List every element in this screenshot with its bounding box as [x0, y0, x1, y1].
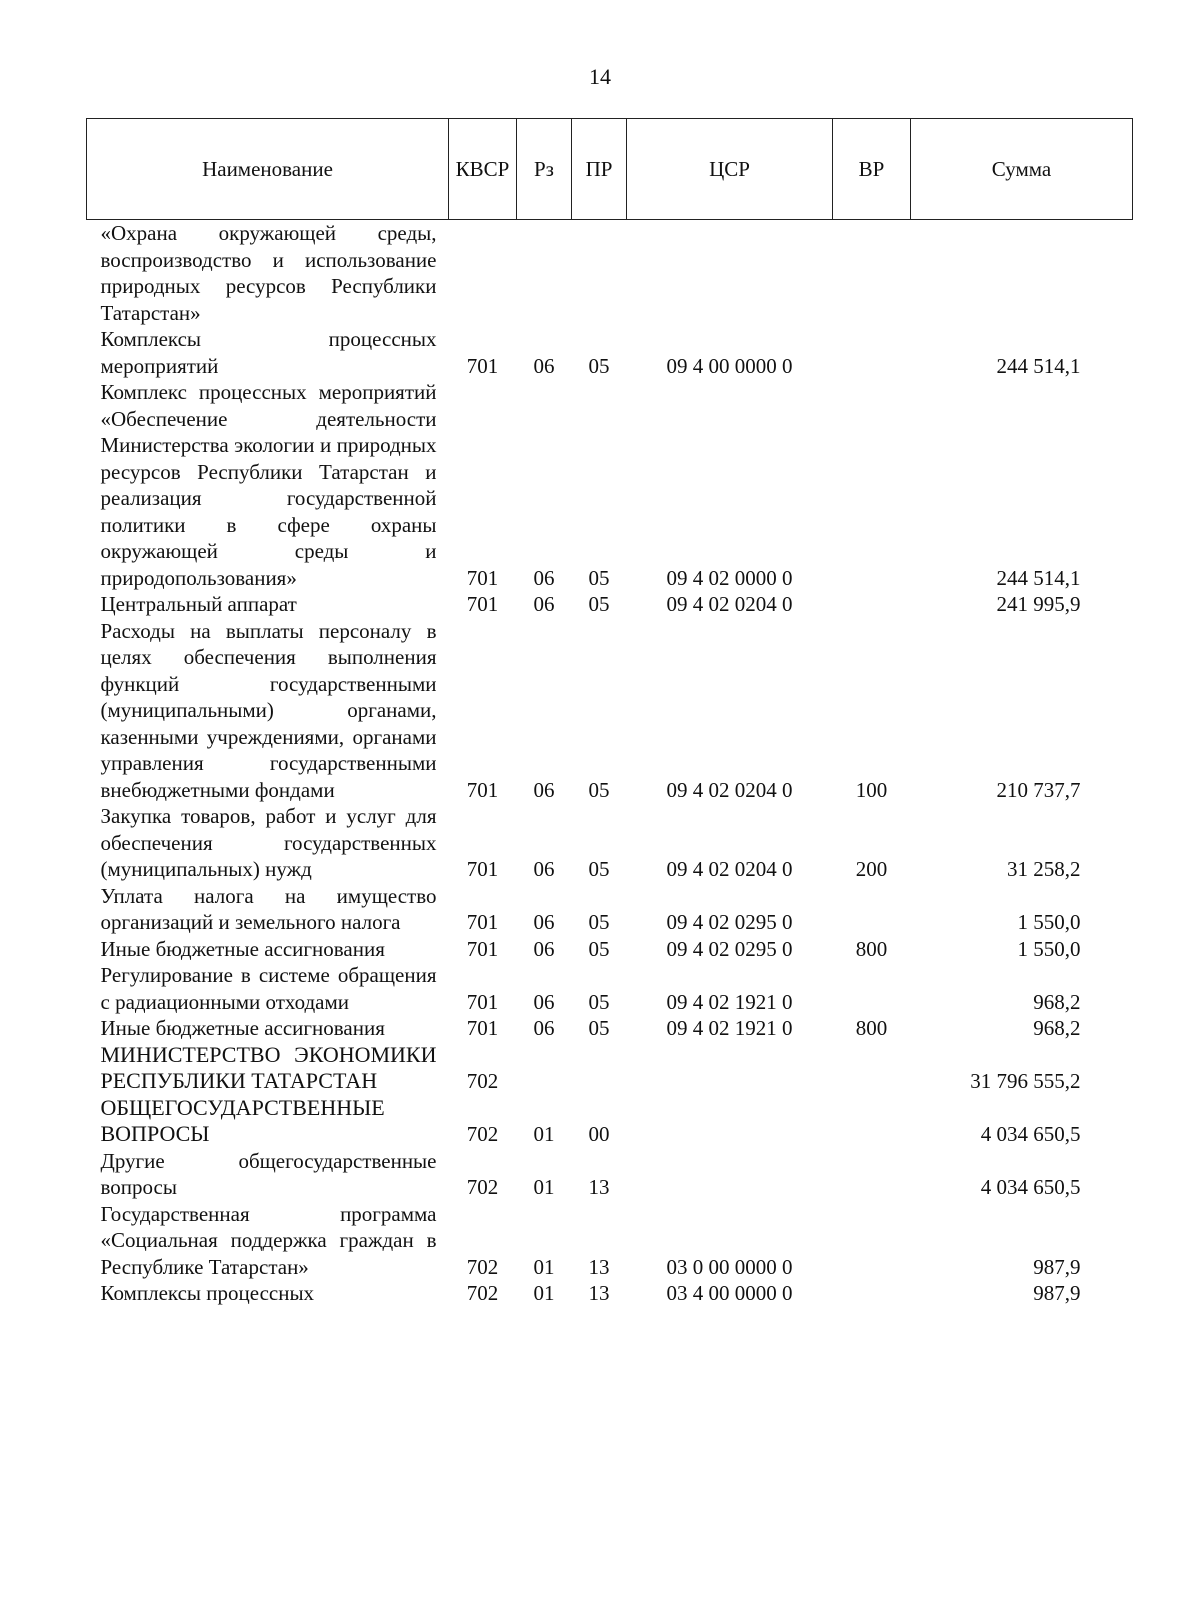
cell-vr [833, 1042, 911, 1095]
cell-pr: 05 [588, 592, 610, 616]
cell-pr: 05 [588, 936, 610, 961]
cell-csr: 09 4 02 0295 0 [666, 910, 793, 934]
table-row [87, 379, 1133, 591]
cell-sum: 4 034 650,5 [980, 1122, 1081, 1146]
cell-kvsr: 701 [466, 936, 499, 961]
cell-kvsr: 701 [466, 1016, 499, 1040]
table-row [87, 962, 1133, 1015]
cell-sum: 987,9 [1033, 1281, 1081, 1305]
cell-sum: 987,9 [1033, 1254, 1081, 1279]
cell-vr [833, 1095, 911, 1148]
header-pr: ПР [572, 119, 627, 220]
cell-kvsr: 702 [466, 1122, 499, 1146]
cell-name: Центральный аппарат [100, 592, 297, 616]
table-row [87, 1280, 1133, 1307]
cell-pr: 05 [588, 857, 610, 881]
cell-csr [627, 1042, 833, 1095]
cell-name: Другие общегосударственные вопросы [100, 1148, 437, 1199]
cell-csr [627, 1095, 833, 1148]
table-row [87, 883, 1133, 936]
cell-rz: 06 [533, 565, 555, 590]
cell-sum: 968,2 [1033, 989, 1081, 1014]
cell-name: Государственная программа «Социальная поддержка граждан в Республике Татарстан» [100, 1201, 437, 1279]
cell-vr [833, 962, 911, 1015]
cell-rz: 01 [533, 1254, 555, 1279]
cell-vr [833, 591, 911, 618]
cell-csr [627, 220, 833, 327]
cell-vr: 800 [855, 1016, 888, 1040]
cell-kvsr [449, 220, 517, 327]
cell-sum: 968,2 [1033, 1016, 1081, 1040]
budget-table [86, 118, 1133, 1307]
table-row [87, 1201, 1133, 1281]
cell-name: Расходы на выплаты персоналу в целях обеспечения выполнения функций государственными (муниципальными) органами, казенными учреждениями, органами управления государственными внебюджетными фондами [100, 618, 437, 802]
table-row [87, 591, 1133, 618]
cell-kvsr: 701 [466, 565, 499, 590]
cell-vr [833, 379, 911, 591]
cell-pr: 13 [588, 1175, 610, 1199]
cell-sum: 244 514,1 [996, 353, 1081, 378]
cell-sum: 31 258,2 [1007, 857, 1081, 881]
cell-name: Регулирование в системе обращения с радиационными отходами [100, 963, 437, 1014]
header-csr: ЦСР [627, 119, 833, 220]
table-body [87, 220, 1133, 1307]
cell-csr: 03 0 00 0000 0 [666, 1254, 793, 1279]
cell-rz: 01 [533, 1122, 555, 1146]
header-rz: Рз [517, 119, 572, 220]
cell-pr: 05 [588, 565, 610, 590]
cell-kvsr: 702 [466, 1175, 499, 1199]
cell-vr [833, 883, 911, 936]
table-row [87, 326, 1133, 379]
cell-sum: 244 514,1 [996, 565, 1081, 590]
table-header-row [87, 119, 1133, 220]
cell-vr [833, 1201, 911, 1281]
table-row [87, 1148, 1133, 1201]
cell-pr: 05 [588, 777, 610, 802]
table-row [87, 1095, 1133, 1148]
cell-name: Иные бюджетные ассигнования [100, 936, 385, 961]
cell-rz: 06 [533, 857, 555, 881]
cell-pr: 00 [588, 1122, 610, 1146]
cell-kvsr: 701 [466, 353, 499, 378]
cell-rz [517, 220, 572, 327]
header-name: Наименование [87, 119, 449, 220]
cell-vr: 200 [855, 857, 888, 881]
cell-name: «Охрана окружающей среды, воспроизводство и использование природных ресурсов Республики Татарстан» [100, 221, 437, 325]
cell-vr [833, 326, 911, 379]
table-row [87, 1042, 1133, 1095]
cell-csr: 09 4 02 0204 0 [666, 777, 793, 802]
cell-csr: 03 4 00 0000 0 [666, 1281, 793, 1305]
cell-name: Комплекс процессных мероприятий «Обеспечение деятельности Министерства экологии и природных ресурсов Республики Татарстан и реализация государственной политики в сфере охраны окружающей среды и природопользования» [100, 380, 437, 590]
header-vr: ВР [833, 119, 911, 220]
cell-csr: 09 4 02 0204 0 [666, 857, 793, 881]
cell-kvsr: 701 [466, 989, 499, 1014]
cell-sum: 4 034 650,5 [980, 1175, 1081, 1199]
cell-pr: 05 [588, 353, 610, 378]
cell-vr: 800 [855, 936, 888, 961]
cell-rz: 01 [533, 1281, 555, 1305]
cell-rz: 06 [533, 936, 555, 961]
cell-rz: 06 [533, 592, 555, 616]
table-row [87, 618, 1133, 804]
cell-sum [911, 220, 1133, 327]
cell-sum: 210 737,7 [996, 777, 1081, 802]
cell-csr: 09 4 02 0204 0 [666, 592, 793, 616]
cell-pr: 05 [588, 910, 610, 934]
cell-csr: 09 4 02 1921 0 [666, 1016, 793, 1040]
cell-name: ОБЩЕГОСУДАРСТВЕННЫЕ ВОПРОСЫ [100, 1094, 385, 1146]
cell-rz: 06 [533, 1016, 555, 1040]
cell-csr: 09 4 02 0295 0 [666, 936, 793, 961]
cell-rz: 01 [533, 1175, 555, 1199]
cell-rz: 06 [533, 989, 555, 1014]
cell-name: Иные бюджетные ассигнования [100, 1016, 385, 1040]
cell-sum: 31 796 555,2 [970, 1069, 1081, 1093]
table-row [87, 803, 1133, 883]
cell-kvsr: 702 [466, 1069, 499, 1093]
cell-name: Закупка товаров, работ и услуг для обеспечения государственных (муниципальных) нужд [100, 804, 437, 881]
cell-rz [517, 1042, 572, 1095]
cell-pr: 13 [588, 1254, 610, 1279]
table-row [87, 936, 1133, 963]
cell-sum: 241 995,9 [996, 592, 1081, 616]
header-sum: Сумма [911, 119, 1133, 220]
cell-pr: 13 [588, 1281, 610, 1305]
cell-name: Уплата налога на имущество организаций и земельного налога [100, 883, 437, 934]
header-kvsr: КВСР [449, 119, 517, 220]
cell-sum: 1 550,0 [1017, 910, 1081, 934]
table-row [87, 220, 1133, 327]
cell-pr: 05 [588, 1016, 610, 1040]
cell-rz: 06 [533, 910, 555, 934]
cell-vr [833, 220, 911, 327]
cell-name: Комплексы процессных мероприятий [100, 327, 437, 378]
cell-vr [833, 1280, 911, 1307]
cell-kvsr: 701 [466, 592, 499, 616]
cell-kvsr: 701 [466, 777, 499, 802]
cell-csr: 09 4 00 0000 0 [666, 353, 793, 378]
cell-vr [833, 1148, 911, 1201]
cell-csr [627, 1148, 833, 1201]
cell-kvsr: 702 [466, 1281, 499, 1305]
cell-rz: 06 [533, 777, 555, 802]
cell-vr: 100 [855, 777, 888, 802]
cell-csr: 09 4 02 1921 0 [666, 989, 793, 1014]
cell-pr [572, 1042, 627, 1095]
cell-name: Комплексы процессных [100, 1281, 315, 1305]
cell-kvsr: 701 [466, 857, 499, 881]
cell-pr: 05 [588, 989, 610, 1014]
cell-rz: 06 [533, 353, 555, 378]
cell-pr [572, 220, 627, 327]
page-number: 14 [589, 64, 611, 89]
cell-sum: 1 550,0 [1017, 936, 1081, 961]
cell-csr: 09 4 02 0000 0 [666, 565, 793, 590]
cell-kvsr: 702 [466, 1254, 499, 1279]
table-row [87, 1015, 1133, 1042]
cell-name: МИНИСТЕРСТВО ЭКОНОМИКИ РЕСПУБЛИКИ ТАТАРСТАН [100, 1041, 437, 1093]
cell-kvsr: 701 [466, 910, 499, 934]
